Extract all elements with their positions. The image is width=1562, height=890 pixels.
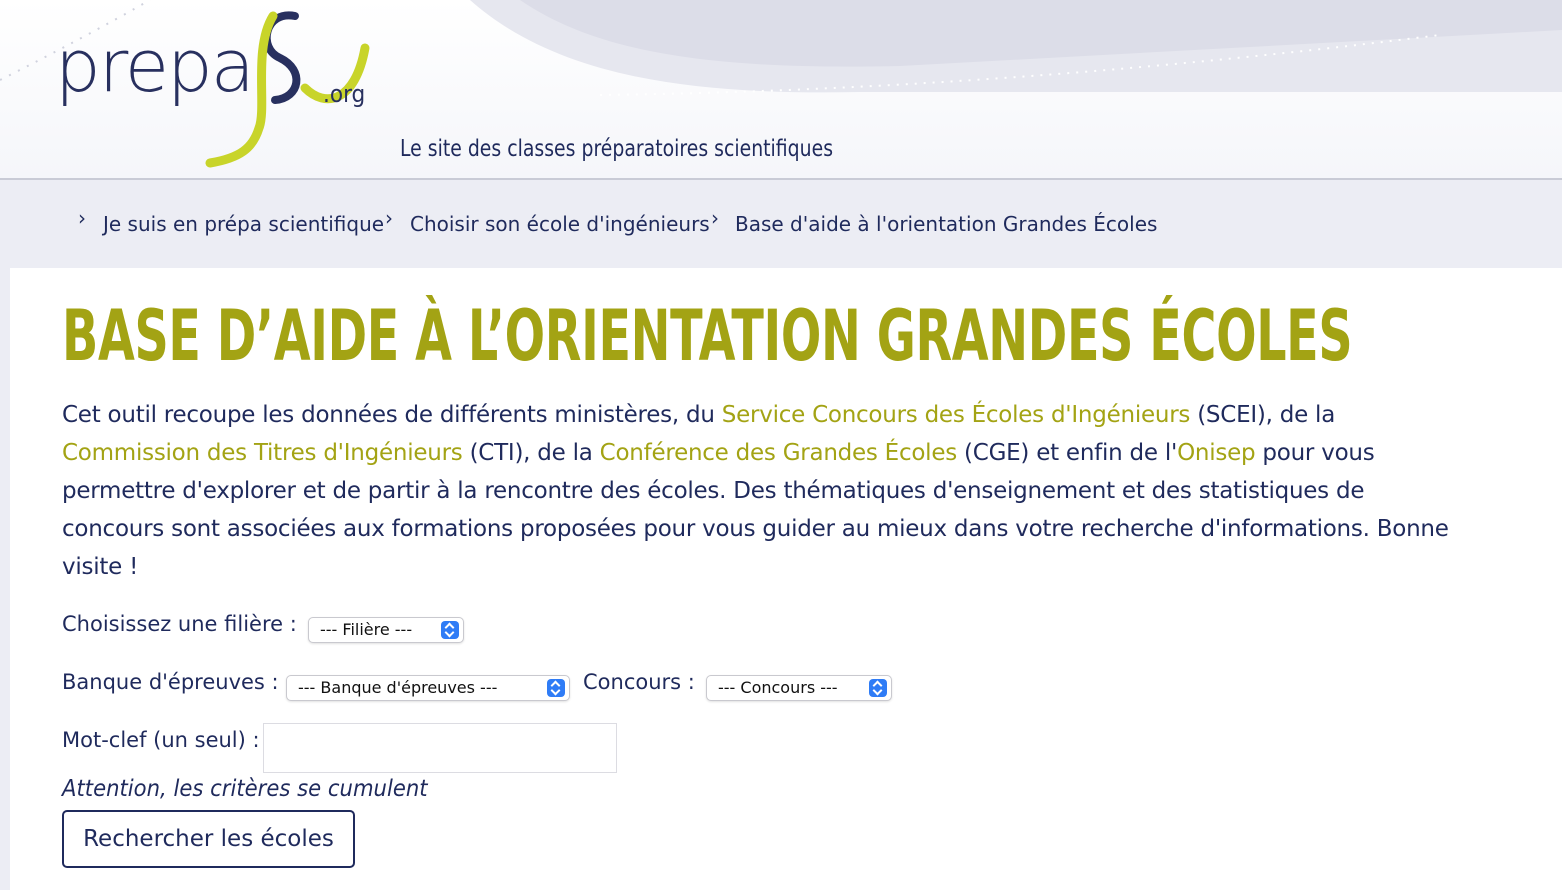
filiere-select-value: --- Filière --- — [320, 620, 413, 639]
chevron-right-icon: › — [385, 206, 393, 230]
link-cti[interactable]: Commission des Titres d'Ingénieurs — [62, 440, 463, 466]
select-arrows-icon — [869, 679, 887, 697]
intro-text: Cet outil recoupe les données de différents ministères, du — [62, 402, 722, 428]
filiere-label: Choisissez une filière : — [62, 612, 297, 636]
main-content — [10, 268, 1562, 890]
intro-text: (SCEI), de la — [1190, 402, 1336, 428]
site-logo[interactable] — [55, 8, 375, 168]
intro-text: (CTI), de la — [462, 440, 600, 466]
link-onisep[interactable]: Onisep — [1177, 440, 1256, 466]
filiere-select[interactable] — [308, 617, 464, 643]
chevron-right-icon: › — [711, 206, 719, 230]
keyword-input[interactable] — [263, 723, 617, 773]
banque-select[interactable] — [286, 675, 570, 701]
intro-paragraph — [62, 396, 1452, 586]
breadcrumb — [0, 182, 1562, 268]
site-tagline: Le site des classes préparatoires scientifiques — [400, 136, 834, 162]
search-schools-button[interactable]: Rechercher les écoles — [62, 810, 355, 868]
breadcrumb-item-prepa[interactable]: Je suis en prépa scientifique — [103, 212, 385, 236]
breadcrumb-item-choisir-ecole[interactable]: Choisir son école d'ingénieurs — [410, 212, 710, 236]
link-cge[interactable]: Conférence des Grandes Écoles — [599, 440, 957, 466]
concours-select[interactable] — [706, 675, 892, 701]
intro-text: (CGE) et enfin de l' — [956, 440, 1178, 466]
criteria-warning: Attention, les critères se cumulent — [62, 776, 428, 802]
banque-select-value: --- Banque d'épreuves --- — [298, 678, 498, 697]
concours-select-value: --- Concours --- — [718, 678, 838, 697]
banque-label: Banque d'épreuves : — [62, 670, 279, 694]
site-header — [0, 0, 1562, 180]
link-scei[interactable]: Service Concours des Écoles d'Ingénieurs — [721, 402, 1191, 428]
logo-suffix: .org — [323, 80, 366, 108]
chevron-right-icon: › — [78, 206, 86, 230]
breadcrumb-item-current: Base d'aide à l'orientation Grandes Écoles — [735, 212, 1158, 236]
logo-wordmark: prepa — [55, 24, 253, 108]
select-arrows-icon — [441, 621, 459, 639]
concours-label: Concours : — [583, 670, 695, 694]
intro-text: pour vous permettre d'explorer et de partir à la rencontre des écoles. Des thématiques d'enseignement et des statistiques de concours sont associées aux formations proposées pour vous guider au mieux dans votre recherche d'informations. Bonne visite ! — [62, 440, 1449, 580]
page-title: BASE D’AIDE À L’ORIENTATION GRANDES ÉCOLES — [62, 295, 1353, 377]
keyword-label: Mot-clef (un seul) : — [62, 728, 260, 752]
select-arrows-icon — [547, 679, 565, 697]
